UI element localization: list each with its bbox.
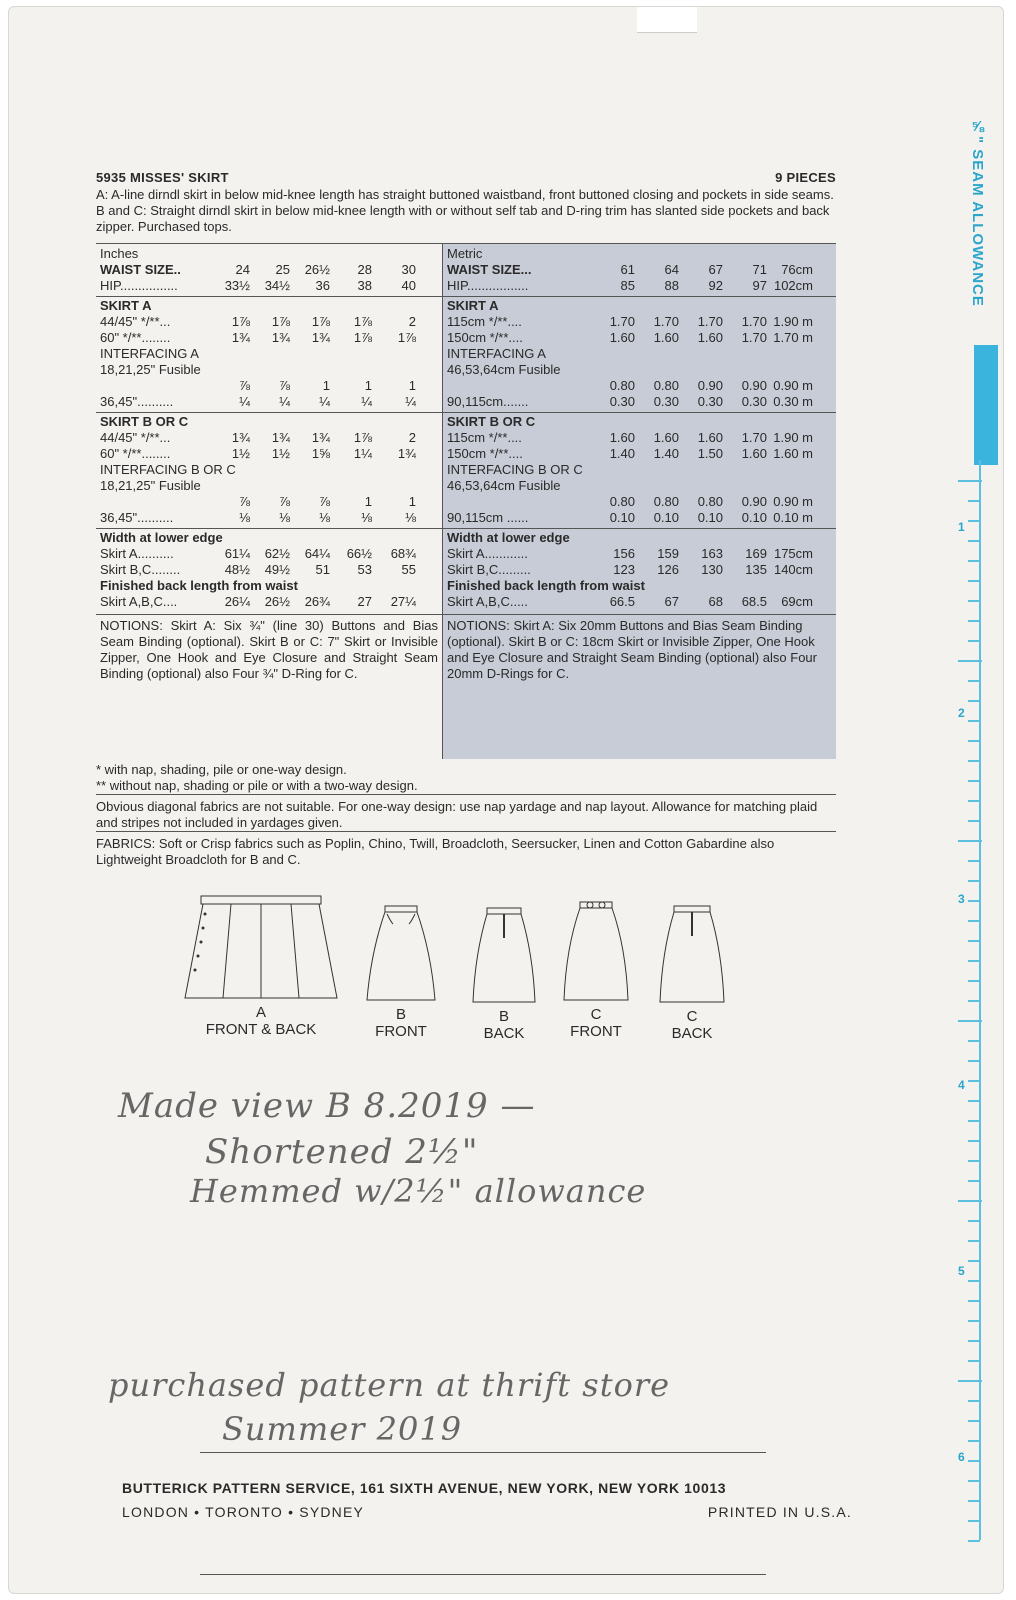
ruler-tick <box>968 760 980 762</box>
ruler-tick <box>958 840 982 842</box>
ruler-tick <box>968 960 980 962</box>
width-row-value: 66½ <box>346 546 372 561</box>
lining-row-value: ⅛ <box>405 510 416 525</box>
view-a-label: FRONT & BACK <box>205 1021 317 1038</box>
ruler-number: 5 <box>958 1264 965 1278</box>
interfacing-title-label: INTERFACING B OR C <box>100 462 236 477</box>
ruler-tick <box>968 600 980 602</box>
ruler-tick <box>968 1480 980 1482</box>
yardage-row-value: 1⅞ <box>353 314 372 329</box>
section-divider <box>443 296 836 297</box>
hip-value: 102cm <box>773 278 813 293</box>
yardage-row-label: 150cm */**.... <box>447 330 523 345</box>
fusible-value: 0.80 <box>697 494 723 509</box>
fusible-value: 1 <box>322 378 330 393</box>
yardage-row-value: 1.70 <box>697 314 723 329</box>
fusible-value: ⅞ <box>239 378 250 393</box>
width-row-label: Skirt A.......... <box>100 546 174 561</box>
yardage-row-value: 2 <box>408 314 416 329</box>
yardage-row-value: 1¾ <box>397 446 416 461</box>
metric-table <box>442 244 836 759</box>
ruler-tick <box>968 920 980 922</box>
skirt-a-drawing <box>183 894 339 1004</box>
fusible-label-label: 18,21,25" Fusible <box>100 478 201 493</box>
signature-line <box>200 1452 766 1453</box>
ruler-tick <box>958 1020 982 1022</box>
ruler-tick <box>968 1000 980 1002</box>
seam-ruler-bar <box>974 345 998 465</box>
length-row-value: 26¼ <box>224 594 250 609</box>
waist-size-value: 64 <box>664 262 679 277</box>
width-row-value: 64¼ <box>304 546 330 561</box>
width-row-value: 130 <box>701 562 723 577</box>
yardage-row-label: 150cm */**.... <box>447 446 523 461</box>
length-title-label: Finished back length from waist <box>100 578 298 593</box>
nap-notes <box>96 762 836 868</box>
skirt-c-front-drawing <box>560 898 632 1006</box>
ruler-tick <box>958 1380 982 1382</box>
yardage-row-label: 44/45" */**... <box>100 430 171 445</box>
width-row-value: 61¼ <box>224 546 250 561</box>
interfacing-title-label: INTERFACING A <box>447 346 546 361</box>
lining-row-value: 0.30 m <box>773 394 813 409</box>
yardage-row-value: 1.70 <box>741 314 767 329</box>
handwritten-note-1: Made view B 8.2019 — <box>118 1086 536 1126</box>
fusible-label-label: 46,53,64cm Fusible <box>447 478 561 493</box>
publisher-address: BUTTERICK PATTERN SERVICE, 161 SIXTH AVENUE, NEW YORK, NEW YORK 10013 <box>122 1480 727 1496</box>
yardage-row-value: 1.60 <box>653 430 679 445</box>
ruler-number: 6 <box>958 1450 965 1464</box>
length-row-label: Skirt A,B,C.... <box>100 594 178 609</box>
unit-label: Metric <box>447 246 483 261</box>
notions-text: NOTIONS: Skirt A: Six ¾" (line 30) Buttons and Bias Seam Binding (optional). Skirt B or C: 7" Skirt or Invisible Zipper, One Hook and Eye Closure and Straight Seam Binding (optional) also Four ¾" D-Ring for C. <box>100 618 438 681</box>
unit-label: Inches <box>100 246 139 261</box>
lining-row-value: 0.10 <box>697 510 723 525</box>
ruler-tick <box>968 780 980 782</box>
inches-table <box>96 244 442 759</box>
waist-size-value: 25 <box>275 262 290 277</box>
view-b-back-letter: B <box>498 1008 509 1025</box>
yardage-row-value: 1⅞ <box>397 330 416 345</box>
view-b-back-label: BACK <box>483 1025 525 1042</box>
waist-size-label: WAIST SIZE.. <box>100 262 181 277</box>
yardage-row-value: 1.40 <box>653 446 679 461</box>
ruler-tick <box>968 1140 980 1142</box>
fusible-value: 1 <box>364 494 372 509</box>
ruler-tick <box>958 660 982 662</box>
fusible-value: 0.80 <box>609 494 635 509</box>
width-row-value: 135 <box>745 562 767 577</box>
lining-row-value: 0.10 <box>609 510 635 525</box>
fusible-value: 0.90 <box>741 494 767 509</box>
pattern-header <box>96 170 836 185</box>
width-title-label: Width at lower edge <box>100 530 223 545</box>
lining-row-value: ⅛ <box>279 510 290 525</box>
hip-value: 88 <box>664 278 679 293</box>
ruler-tick <box>968 720 980 722</box>
length-row-value: 26¾ <box>304 594 330 609</box>
width-row-value: 55 <box>401 562 416 577</box>
torn-edge <box>637 7 697 33</box>
section-title-label: SKIRT A <box>447 298 499 313</box>
view-a-figure <box>176 894 346 1038</box>
ruler-tick <box>968 1100 980 1102</box>
view-c-back-letter: C <box>686 1008 698 1025</box>
pattern-title: 5935 MISSES' SKIRT <box>96 170 229 185</box>
width-row-label: Skirt B,C........ <box>100 562 181 577</box>
yardage-row-value: 1.70 <box>653 314 679 329</box>
width-row-value: 159 <box>657 546 679 561</box>
pattern-info <box>96 170 836 1064</box>
length-row-value: 66.5 <box>609 594 635 609</box>
ruler-number: 2 <box>958 706 965 720</box>
fusible-value: ⅞ <box>279 378 290 393</box>
handwritten-note-3: Hemmed w/2½" allowance <box>190 1172 647 1210</box>
width-row-value: 51 <box>315 562 330 577</box>
yardage-row-value: 1.50 <box>697 446 723 461</box>
view-b-front-letter: B <box>395 1006 406 1023</box>
fusible-value: 0.90 m <box>773 494 813 509</box>
width-row-value: 163 <box>701 546 723 561</box>
yardage-row-value: 1.60 <box>741 446 767 461</box>
ruler-tick <box>968 620 980 622</box>
hip-value: 40 <box>401 278 416 293</box>
yardage-row-label: 44/45" */**... <box>100 314 171 329</box>
fusible-value: 1 <box>408 378 416 393</box>
skirt-b-back-drawing <box>469 904 539 1008</box>
length-row-value: 69cm <box>781 594 813 609</box>
lining-row-value: ⅛ <box>319 510 330 525</box>
ruler-tick <box>968 700 980 702</box>
length-row-value: 68.5 <box>741 594 767 609</box>
fusible-value: ⅞ <box>319 494 330 509</box>
waist-size-value: 71 <box>752 262 767 277</box>
yardage-row-value: 1.40 <box>609 446 635 461</box>
yardage-row-value: 1⅞ <box>353 330 372 345</box>
waist-size-label: WAIST SIZE... <box>447 262 532 277</box>
section-title-label: SKIRT B OR C <box>447 414 536 429</box>
ruler-tick <box>968 740 980 742</box>
yardage-row-value: 1½ <box>231 446 250 461</box>
hip-value: 34½ <box>264 278 290 293</box>
waist-size-value: 67 <box>708 262 723 277</box>
fusible-value: ⅞ <box>239 494 250 509</box>
lining-row-label: 90,115cm....... <box>447 394 529 409</box>
section-divider <box>96 412 442 413</box>
lining-row-label: 90,115cm ...... <box>447 510 529 525</box>
fusible-value: 0.90 <box>697 378 723 393</box>
no-nap-note: ** without nap, shading or pile or with a two-way design. <box>96 778 418 793</box>
ruler-number: 3 <box>958 892 965 906</box>
yardage-row-value: 1⅞ <box>271 314 290 329</box>
hip-label: HIP................. <box>447 278 529 293</box>
width-title-label: Width at lower edge <box>447 530 570 545</box>
ruler-tick <box>968 880 980 882</box>
fusible-label-label: 46,53,64cm Fusible <box>447 362 561 377</box>
footer-cities-row <box>122 1504 852 1520</box>
ruler-number: 4 <box>958 1078 965 1092</box>
fusible-value: 0.90 m <box>773 378 813 393</box>
ruler-tick <box>958 480 982 482</box>
ruler-tick <box>968 500 980 502</box>
ruler-tick <box>968 940 980 942</box>
ruler-tick <box>968 900 980 902</box>
ruler-number: 1 <box>958 520 965 534</box>
hip-value: 92 <box>708 278 723 293</box>
handwritten-note-5: Summer 2019 <box>222 1410 463 1448</box>
section-divider <box>96 528 442 529</box>
view-c-front-letter: C <box>590 1006 602 1023</box>
waist-size-value: 26½ <box>304 262 330 277</box>
length-row-label: Skirt A,B,C..... <box>447 594 528 609</box>
lining-row-value: 0.30 <box>697 394 723 409</box>
yardage-row-value: 1¼ <box>353 446 372 461</box>
yardage-row-value: 1.60 <box>653 330 679 345</box>
yardage-row-value: 1¾ <box>231 330 250 345</box>
view-c-back-label: BACK <box>671 1025 713 1042</box>
yardage-row-value: 1.70 <box>609 314 635 329</box>
skirt-c-back-drawing <box>656 902 728 1008</box>
lining-row-value: 0.30 <box>741 394 767 409</box>
width-row-value: 123 <box>613 562 635 577</box>
yardage-row-value: 1.60 <box>697 430 723 445</box>
ruler-tick <box>958 1200 982 1202</box>
ruler-tick <box>968 560 980 562</box>
yardage-row-value: 1¾ <box>311 330 330 345</box>
view-c-back-figure <box>652 902 732 1042</box>
yardage-tables <box>96 243 836 758</box>
ruler-tick <box>968 860 980 862</box>
fusible-value: 0.80 <box>609 378 635 393</box>
lining-row-value: ¼ <box>319 394 330 409</box>
yardage-row-value: 1⅝ <box>311 446 330 461</box>
lining-row-value: ¼ <box>405 394 416 409</box>
section-divider <box>443 528 836 529</box>
yardage-row-value: 2 <box>408 430 416 445</box>
yardage-row-value: 1.60 <box>697 330 723 345</box>
yardage-row-value: 1.60 <box>609 430 635 445</box>
waist-size-value: 24 <box>235 262 250 277</box>
fabrics-note: FABRICS: Soft or Crisp fabrics such as Poplin, Chino, Twill, Broadcloth, Seersucker, Linen and Cotton Gabardine also Lightweight Broadcloth for B and C. <box>96 831 836 868</box>
yardage-row-value: 1½ <box>271 446 290 461</box>
yardage-row-label: 115cm */**.... <box>447 430 522 445</box>
section-divider <box>96 614 442 615</box>
ruler-tick <box>968 1160 980 1162</box>
ruler-tick <box>968 520 980 522</box>
waist-size-value: 28 <box>357 262 372 277</box>
yardage-row-value: 1⅞ <box>311 314 330 329</box>
waist-size-value: 61 <box>620 262 635 277</box>
ruler-tick <box>968 800 980 802</box>
length-row-value: 26½ <box>264 594 290 609</box>
section-divider <box>443 614 836 615</box>
view-a-letter: A <box>255 1004 266 1021</box>
ruler-tick <box>968 980 980 982</box>
ruler-tick <box>968 1180 980 1182</box>
ruler-tick <box>968 1060 980 1062</box>
handwritten-note-4: purchased pattern at thrift store <box>108 1366 671 1404</box>
width-row-value: 169 <box>745 546 767 561</box>
pattern-description: A: A-line dirndl skirt in below mid-knee length has straight buttoned waistband, front buttoned closing and pockets in side seams. B and C: Straight dirndl skirt in below mid-knee length with or without self tab and D-ring trim has slanted side pockets and back zipper. Purchased tops. <box>96 187 834 234</box>
ruler-tick <box>968 1440 980 1442</box>
hip-value: 36 <box>315 278 330 293</box>
length-row-value: 67 <box>664 594 679 609</box>
ruler-tick <box>968 580 980 582</box>
footer-cities: LONDON • TORONTO • SYDNEY <box>122 1504 365 1520</box>
length-title-label: Finished back length from waist <box>447 578 645 593</box>
length-row-value: 68 <box>708 594 723 609</box>
ruler-tick <box>968 1260 980 1262</box>
ruler-tick <box>968 1080 980 1082</box>
view-c-front-label: FRONT <box>570 1023 622 1040</box>
width-row-value: 48½ <box>224 562 250 577</box>
length-row-value: 27 <box>357 594 372 609</box>
yardage-row-value: 1⅞ <box>231 314 250 329</box>
ruler-tick <box>968 1520 980 1522</box>
ruler-tick <box>968 1400 980 1402</box>
lining-row-label: 36,45".......... <box>100 394 174 409</box>
fusible-value: ⅞ <box>279 494 290 509</box>
yardage-row-value: 1⅞ <box>353 430 372 445</box>
yardage-row-value: 1.60 <box>609 330 635 345</box>
yardage-row-value: 1.70 <box>741 430 767 445</box>
ruler-tick <box>968 1540 980 1542</box>
diagonal-note: Obvious diagonal fabrics are not suitable. For one-way design: use nap yardage and nap layout. Allowance for matching plaid and stripes not included in yardages given. <box>96 794 836 831</box>
view-c-front-figure <box>556 898 636 1040</box>
lining-row-value: 0.10 m <box>773 510 813 525</box>
section-title-label: SKIRT A <box>100 298 152 313</box>
width-row-value: 68¾ <box>390 546 416 561</box>
fusible-value: 0.80 <box>653 494 679 509</box>
yardage-row-value: 1.60 m <box>773 446 813 461</box>
hip-value: 85 <box>620 278 635 293</box>
ruler-tick <box>968 1240 980 1242</box>
waist-size-value: 76cm <box>781 262 813 277</box>
notions-text: NOTIONS: Skirt A: Six 20mm Buttons and Bias Seam Binding (optional). Skirt B or C: 18cm Skirt or Invisible Zipper, One Hook and Eye Closure and Straight Seam Binding (optional) also Four 20mm D-Rings for C. <box>447 618 817 681</box>
yardage-row-label: 60" */**........ <box>100 446 171 461</box>
lining-row-value: 0.30 <box>609 394 635 409</box>
ruler-tick <box>968 1040 980 1042</box>
width-row-value: 53 <box>357 562 372 577</box>
yardage-row-value: 1¾ <box>271 430 290 445</box>
lining-row-label: 36,45".......... <box>100 510 174 525</box>
nap-note: * with nap, shading, pile or one-way design. <box>96 762 347 777</box>
width-row-value: 140cm <box>773 562 813 577</box>
width-row-value: 49½ <box>264 562 290 577</box>
ruler-tick <box>968 1300 980 1302</box>
lining-row-value: ¼ <box>279 394 290 409</box>
printed-in: PRINTED IN U.S.A. <box>707 1504 852 1520</box>
width-row-value: 62½ <box>264 546 290 561</box>
ruler-tick <box>968 1340 980 1342</box>
yardage-row-value: 1.90 m <box>773 314 813 329</box>
ruler-tick <box>968 1220 980 1222</box>
ruler-tick <box>968 540 980 542</box>
publisher-footer <box>122 1480 852 1520</box>
waist-size-value: 30 <box>401 262 416 277</box>
yardage-row-value: 1.90 m <box>773 430 813 445</box>
ruler-tick <box>968 640 980 642</box>
ruler-tick <box>968 1320 980 1322</box>
ruler-tick <box>968 1360 980 1362</box>
skirt-b-front-drawing <box>363 902 439 1006</box>
hip-value: 33½ <box>224 278 250 293</box>
view-b-back-figure <box>464 904 544 1042</box>
view-b-front-figure <box>356 902 446 1040</box>
lining-row-value: ¼ <box>361 394 372 409</box>
length-row-value: 27¼ <box>390 594 416 609</box>
view-illustrations <box>96 894 836 1064</box>
ruler-tick <box>968 680 980 682</box>
width-row-label: Skirt A............ <box>447 546 528 561</box>
ruler-tick <box>968 820 980 822</box>
yardage-row-value: 1¾ <box>311 430 330 445</box>
lining-row-value: 0.10 <box>653 510 679 525</box>
ruler-tick <box>968 1500 980 1502</box>
ruler-tick <box>968 1280 980 1282</box>
fusible-value: 0.90 <box>741 378 767 393</box>
handwritten-note-2: Shortened 2½" <box>205 1132 479 1172</box>
fusible-value: 1 <box>408 494 416 509</box>
view-b-front-label: FRONT <box>375 1023 427 1040</box>
yardage-row-label: 115cm */**.... <box>447 314 522 329</box>
width-row-label: Skirt B,C......... <box>447 562 531 577</box>
yardage-row-value: 1.70 m <box>773 330 813 345</box>
bottom-line <box>200 1574 766 1575</box>
hip-value: 97 <box>752 278 767 293</box>
section-divider <box>443 412 836 413</box>
lining-row-value: ⅛ <box>361 510 372 525</box>
hip-value: 38 <box>357 278 372 293</box>
yardage-row-label: 60" */**........ <box>100 330 171 345</box>
ruler-tick <box>968 1120 980 1122</box>
fusible-label-label: 18,21,25" Fusible <box>100 362 201 377</box>
lining-row-value: 0.30 <box>653 394 679 409</box>
yardage-row-value: 1¾ <box>271 330 290 345</box>
lining-row-value: ⅛ <box>239 510 250 525</box>
yardage-row-value: 1¾ <box>231 430 250 445</box>
ruler-tick <box>968 1420 980 1422</box>
hip-label: HIP................ <box>100 278 178 293</box>
seam-allowance-label: ⅝" SEAM ALLOWANCE <box>969 118 986 307</box>
fusible-value: 1 <box>364 378 372 393</box>
pattern-pieces: 9 PIECES <box>775 170 836 185</box>
width-row-value: 156 <box>613 546 635 561</box>
interfacing-title-label: INTERFACING A <box>100 346 199 361</box>
section-divider <box>96 296 442 297</box>
yardage-row-value: 1.70 <box>741 330 767 345</box>
interfacing-title-label: INTERFACING B OR C <box>447 462 583 477</box>
width-row-value: 175cm <box>773 546 813 561</box>
fusible-value: 0.80 <box>653 378 679 393</box>
lining-row-value: 0.10 <box>741 510 767 525</box>
width-row-value: 126 <box>657 562 679 577</box>
ruler-tick <box>968 1460 980 1462</box>
section-title-label: SKIRT B OR C <box>100 414 189 429</box>
lining-row-value: ¼ <box>239 394 250 409</box>
